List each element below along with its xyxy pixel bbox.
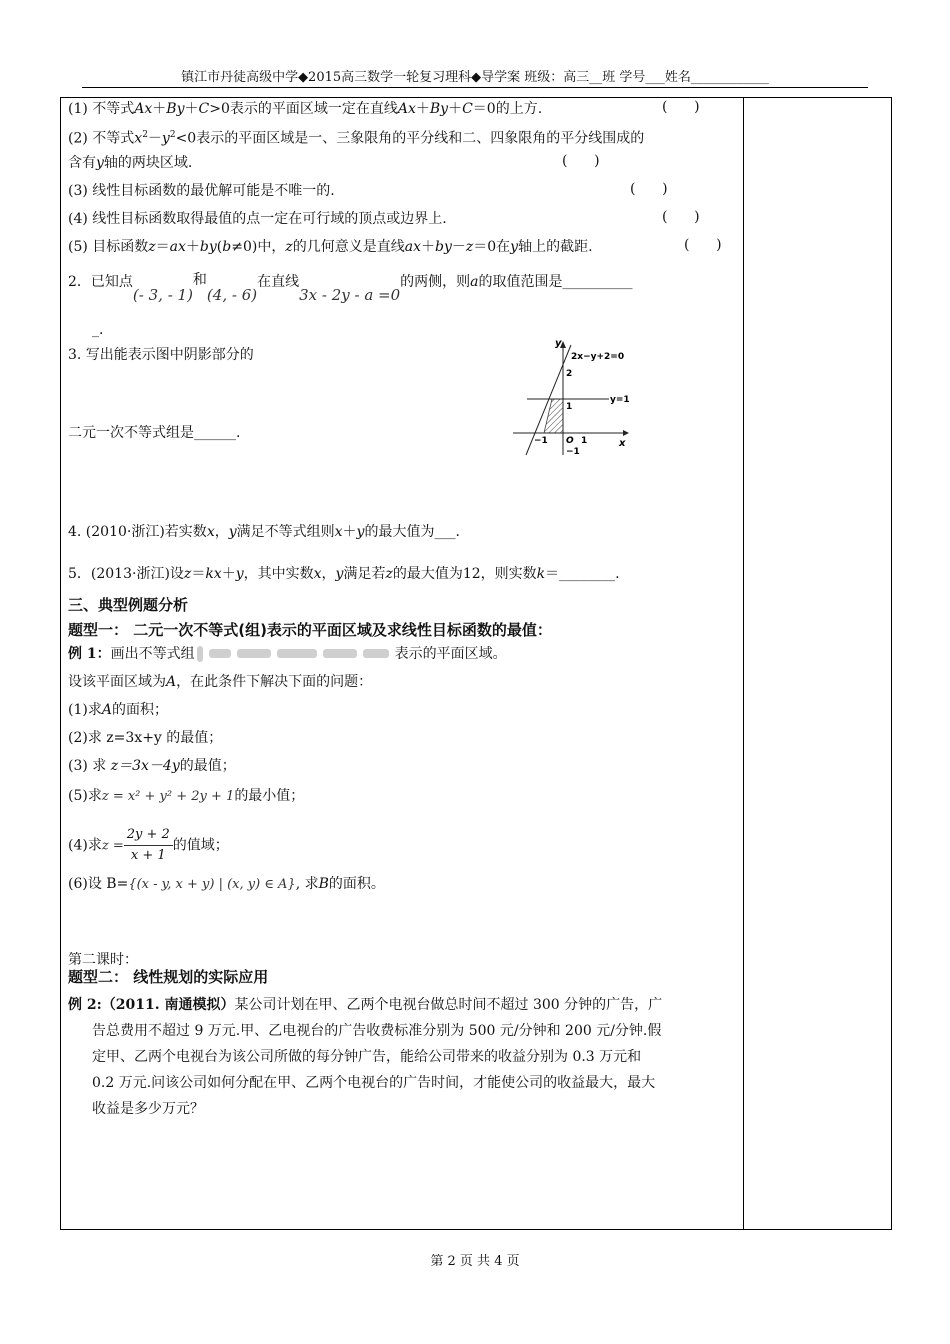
ex1-part-1: (1)求A的面积； [68,702,168,718]
q1-item-2-cont: 含有y轴的两块区域. [68,155,193,171]
line-2x-y-2 [526,345,571,455]
ex1-part-2: (2)求 z=3x+y 的最值； [68,730,223,746]
q1-item-2: (2) 不等式$x^2-y^2<0$表示的平面区域是一、三象限角的平分线和二、四象限角的平分线围成的 [68,130,645,147]
ex2-line-4: 0.2 万元.问该公司如何分配在甲、乙两个电视台的广告时间，才能使公司的收益最大，最大 [92,1075,656,1091]
q2-blank-tail: _. [92,322,104,338]
type-1-title: 题型一： 二元一次不等式(组)表示的平面区域及求线性目标函数的最值： [68,621,552,639]
ex2-line-5: 收益是多少万元？ [92,1101,204,1117]
q1-item-5: (5) 目标函数z＝ax＋by(b≠0)中，z的几何意义是直线ax＋by－z＝0在y轴上的截距. [68,239,593,255]
q1-item-2-answer-blank: ( ) [562,153,600,169]
ex1-part-6: (6)设 B={(x - y, x + y) | (x, y) ∈ A}, 求B的面积。 [68,876,385,892]
q1-item-1-answer-blank: ( ) [662,99,700,115]
q1-item-4-answer-blank: ( ) [662,209,700,225]
ex1-statement: 例 1：画出不等式组 表示的平面区域。 [68,646,507,662]
q2-line: 2．已知点(- 3, - 1)和(4, - 6)在直线3x - 2y - a =0的两侧，则a的取值范围是__________ [68,272,633,304]
shaded-region-figure [505,335,655,460]
x-axis-arrow-icon [623,430,629,436]
q3-line-2: 二元一次不等式组是______. [68,425,241,441]
q1-item-5-answer-blank: ( ) [684,237,722,253]
tick-1: 1 [566,402,573,412]
q4-line: 4. (2010·浙江)若实数x，y满足不等式组则x＋y的最大值为___. [68,524,460,540]
q1-item-3-answer-blank: ( ) [630,181,668,197]
inequality-system-image [195,645,395,663]
tick-neg1-y: −1 [566,447,580,457]
ex1-part-5: (5)求z = x² + y² + 2y + 1的最小值； [68,788,305,804]
hline-label: y=1 [610,395,630,405]
q5-line: 5．(2013·浙江)设z＝kx＋y，其中实数x，y满足若z的最大值为12，则实数k＝________. [68,566,620,582]
page-footer: 第 2 页 共 4 页 [430,1254,520,1269]
fraction: $\frac{2y + 2}{x + 1}$ [124,825,173,866]
ex2-line-1: 例 2:（2011. 南通模拟）某公司计划在甲、乙两个电视台做总时间不超过 300 分钟的广告，广 [68,997,663,1013]
tick-2: 2 [566,369,573,379]
q1-item-3: (3) 线性目标函数的最优解可能是不唯一的. [68,183,335,199]
ex1-intro: 设该平面区域为A，在此条件下解决下面的问题： [68,674,373,690]
ex1-part-4: (4)求z = $\frac{2y + 2}{x + 1}$ 的值域； [68,825,229,866]
margin-column-divider [743,97,744,1229]
origin-label: O [566,436,574,446]
ex2-line-3: 定甲、乙两个电视台为该公司所做的每分钟广告，能给公司带来的收益分别为 0.3 万元和 [92,1049,642,1065]
section-3-title: 三、典型例题分析 [68,596,189,614]
ex2-line-2: 告总费用不超过 9 万元.甲、乙电视台的广告收费标准分别为 500 元/分钟和 200 元/分钟.假 [92,1023,662,1039]
x-axis-label: x [619,438,626,449]
q3-line-1: 3. 写出能表示图中阴影部分的 [68,347,254,363]
type-2-title: 题型二： 线性规划的实际应用 [68,968,269,986]
ex1-part-3: (3) 求 z＝3x－4y的最值； [68,758,236,774]
q1-item-4: (4) 线性目标函数取得最值的点一定在可行域的顶点或边界上. [68,211,447,227]
q1-item-1: (1) 不等式Ax＋By＋C>0表示的平面区域一定在直线Ax＋By＋C＝0的上方. [68,101,543,117]
lesson-2-label: 第二课时： [68,952,138,968]
y-axis-label: y [555,338,562,349]
page-header: 镇江市丹徒高级中学◆2015高三数学一轮复习理科◆导学案 班级：高三__班 学号___姓名____________ [82,66,868,88]
line-label: 2x−y+2=0 [571,352,625,362]
tick-1-x: 1 [581,436,588,446]
tick-neg1-x: −1 [534,436,548,446]
